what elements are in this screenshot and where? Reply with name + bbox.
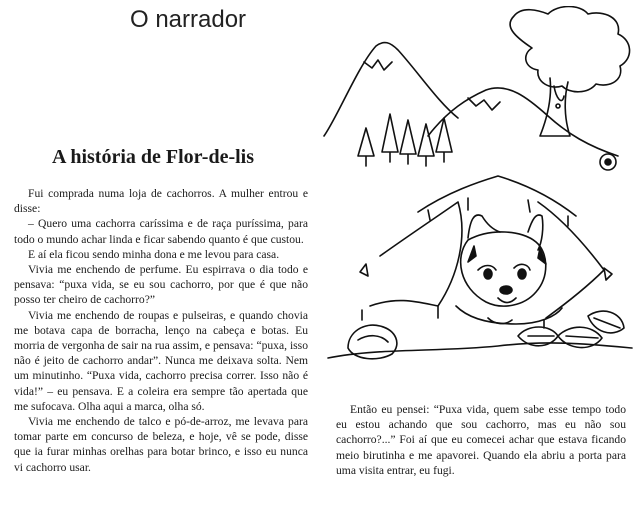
dog-icon — [456, 215, 562, 324]
story-text-left — [14, 186, 308, 475]
section-title: O narrador — [130, 6, 247, 33]
paragraph: Fui comprada numa loja de cachorros. A mulher entrou e disse: — [14, 187, 308, 216]
tree-icon — [358, 114, 452, 166]
tree-icon — [600, 154, 616, 170]
paragraph: Vivia me enchendo de perfume. Eu espirrava o dia todo e pensava: “puxa vida, se eu sou cachorro, por que é que não posso ter cheiro de cachorro?” — [14, 263, 308, 307]
story-text-right — [336, 402, 626, 478]
story-title: A história de Flor-de-lis — [52, 146, 255, 168]
leaf-icon — [328, 311, 632, 359]
tree-icon — [510, 7, 630, 137]
paragraph: Vivia me enchendo de talco e pó-de-arroz, me levava para tomar parte em concurso de beleza, e hoje, vê se pode, disse que ia furar minhas orelhas para botar brinco, e isso eu nunca vi cachorro usar. — [14, 415, 308, 474]
paragraph: – Quero uma cachorra caríssima e de raça puríssima, para todo o mundo achar linda e ficar sabendo quanto é que custou. — [14, 217, 308, 246]
paragraph: Vivia me enchendo de roupas e pulseiras, e quando chovia me botava capa de borracha, lenço na cabeça e botas. Eu morria de vergonha de sair na rua assim, e pensava: “puxa, isso não é jeito de cachorro andar”. Nunca me deixava solta. Nem um minutinho. “Puxa vida, cachorro precisa correr. Isso não é vida!” – eu pensava. E a coleira era sempre tão apertada que me sufocava. Olha aqui a marca, olha só. — [14, 308, 308, 413]
paragraph: Então eu pensei: “Puxa vida, quem sabe esse tempo todo eu estou achando que sou cachorro, mas eu não sou cachorro?...” Foi aí que eu comecei achar que estava ficando meio birutinha e me apavorei. Quando ela abriu a porta para uma visita entrar, eu fugi. — [336, 403, 626, 477]
illustration — [318, 6, 636, 398]
paragraph: E aí ela ficou sendo minha dona e me levou para casa. — [28, 247, 280, 261]
mountain-icon — [324, 43, 618, 156]
tent-icon — [360, 176, 612, 328]
